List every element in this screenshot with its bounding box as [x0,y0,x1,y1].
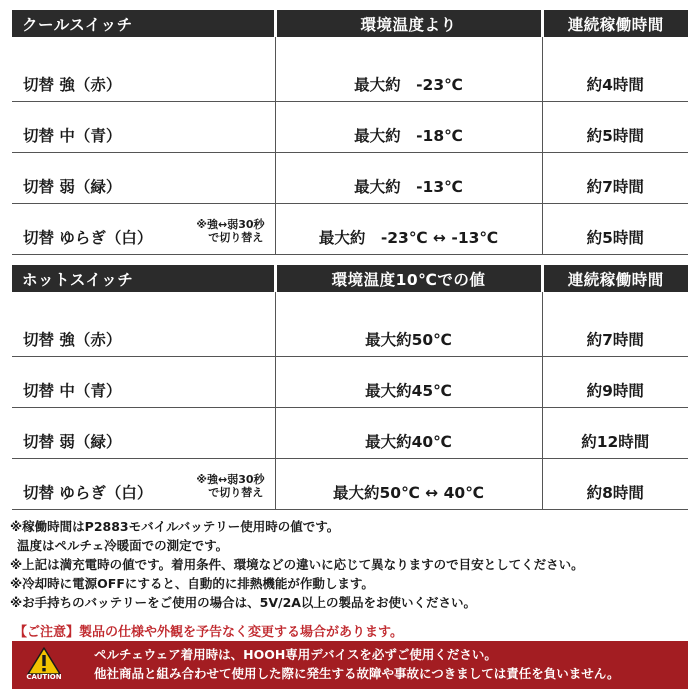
mode-cell: 切替 弱（緑） [12,407,275,458]
table-row [12,203,688,254]
footnotes [10,517,690,612]
temp-cell: 最大約40℃ [275,407,542,458]
table-row [12,37,688,101]
mode-label: 切替 ゆらぎ（白） [23,228,153,247]
fluctuation-note-line1: ※強↔弱30秒 [196,472,265,486]
temp-cell: 最大約 -18℃ [275,101,542,152]
hot-header-temp: 環境温度10℃での値 [275,265,542,292]
temp-cell: 最大約45℃ [275,356,542,407]
warning-banner [12,641,688,689]
temp-cell: 最大約50℃ ↔ 40℃ [275,458,542,509]
cool-header-mode: クールスイッチ [12,10,275,37]
mode-cell: 切替 強（赤） [12,292,275,356]
time-cell: 約7時間 [542,292,688,356]
cool-header-row [12,10,688,37]
mode-cell: 切替 強（赤） [12,37,275,101]
mode-label: 切替 ゆらぎ（白） [23,483,153,502]
footnote: ※稼働時間はP2883モバイルバッテリー使用時の値です。 [10,519,340,534]
table-row [12,152,688,203]
mode-cell [12,458,275,509]
temp-cell: 最大約 -13℃ [275,152,542,203]
caution-label: CAUTION [26,673,62,681]
mode-cell: 切替 弱（緑） [12,152,275,203]
temp-cell: 最大約 -23℃ ↔ -13℃ [275,203,542,254]
time-cell: 約12時間 [542,407,688,458]
cool-header-time: 連続稼働時間 [542,10,688,37]
footnote: ※冷却時に電源OFFにすると、自動的に排熱機能が作動します。 [10,576,374,591]
table-row [12,101,688,152]
time-cell: 約5時間 [542,101,688,152]
fluctuation-note [196,473,264,499]
fluctuation-note [196,218,264,244]
temp-cell: 最大約50℃ [275,292,542,356]
hot-header-mode: ホットスイッチ [12,265,275,292]
time-cell: 約5時間 [542,203,688,254]
table-row [12,458,688,509]
mode-cell [12,203,275,254]
table-row [12,356,688,407]
time-cell: 約8時間 [542,458,688,509]
hot-switch-table [12,265,688,510]
cool-header-temp: 環境温度より [275,10,542,37]
caution-notice: 【ご注意】製品の仕様や外観を予告なく変更する場合があります。 [14,625,403,640]
warning-line: 他社商品と組み合わせて使用した際に発生する故障や事故につきましては責任を負いません。 [94,666,620,681]
fluctuation-note-line1: ※強↔弱30秒 [196,217,265,231]
cool-switch-table [12,10,688,255]
table-row [12,292,688,356]
hot-header-time: 連続稼働時間 [542,265,688,292]
fluctuation-note-line2: で切り替え [208,485,264,499]
mode-cell: 切替 中（青） [12,356,275,407]
time-cell: 約9時間 [542,356,688,407]
time-cell: 約4時間 [542,37,688,101]
time-cell: 約7時間 [542,152,688,203]
hot-header-row [12,265,688,292]
warning-line: ペルチェウェア着用時は、HOOH専用デバイスを必ずご使用ください。 [94,647,497,662]
fluctuation-note-line2: で切り替え [208,230,264,244]
mode-cell: 切替 中（青） [12,101,275,152]
table-row [12,407,688,458]
temp-cell: 最大約 -23℃ [275,37,542,101]
warning-text [94,645,620,683]
footnote: ※上記は満充電時の値です。着用条件、環境などの違いに応じて異なりますので目安としてください。 [10,557,584,572]
footnote: ※お手持ちのバッテリーをご使用の場合は、5V/2A以上の製品をお使いください。 [10,595,476,610]
footnote: 温度はペルチェ冷暖面での測定です。 [17,538,229,553]
